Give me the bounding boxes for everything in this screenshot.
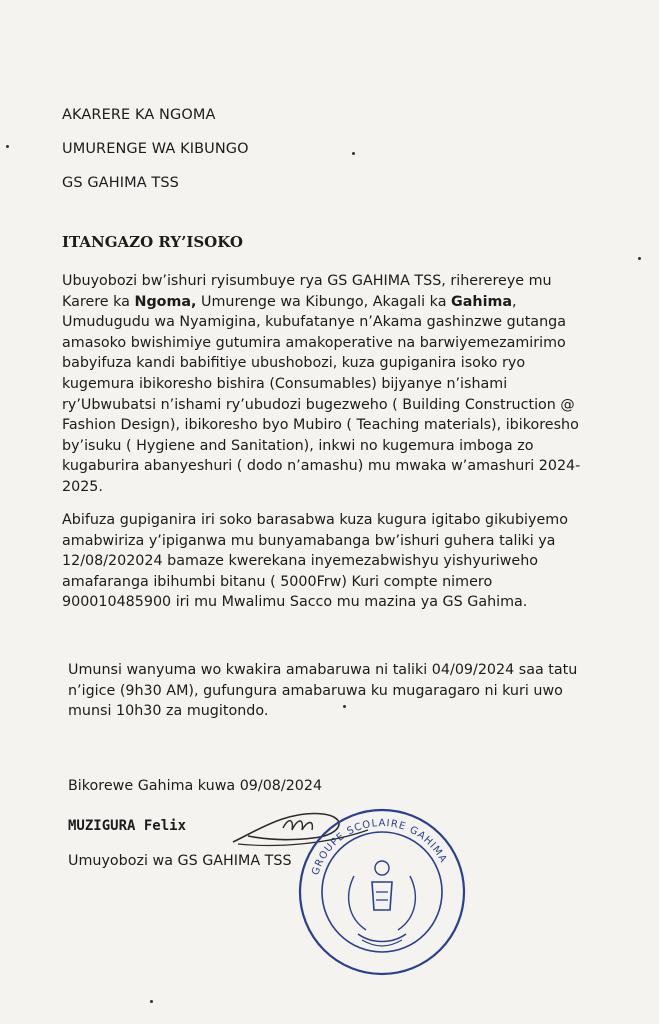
scan-speck — [150, 1000, 153, 1003]
header-school: GS GAHIMA TSS — [62, 175, 179, 191]
paragraph-2-line: 900010485900 iri mu Mwalimu Sacco mu mazina ya GS Gahima. — [62, 594, 528, 611]
paragraph-1-line: by’isuku ( Hygiene and Sanitation), inkwi no kugemura imboga zo — [62, 437, 534, 454]
signatory-role: Umuyobozi wa GS GAHIMA TSS — [68, 853, 292, 869]
paragraph-3 — [68, 660, 636, 722]
paragraph-1-line: kugemura ibikoresho bishira (Consumables) bijyanye n’ishami — [62, 375, 508, 392]
paragraph-1-line: Umudugudu wa Nyamigina, kubufatanye n’Akama gashinzwe gutanga — [62, 314, 566, 331]
paragraph-1 — [62, 271, 630, 498]
header-district: AKARERE KA NGOMA — [62, 107, 216, 123]
paragraph-1-line: Fashion Design), ibikoresho byo Mubiro ( Teaching materials), ibikoresho — [62, 417, 579, 434]
paragraph-2 — [62, 510, 630, 613]
signatory-name: MUZIGURA Felix — [68, 818, 187, 834]
paragraph-2-line: 12/08/202024 bamaze kwerekana inyemezabwishyu yishyuriweho — [62, 553, 538, 570]
place-date: Bikorewe Gahima kuwa 09/08/2024 — [68, 778, 323, 794]
bold-ngoma: Ngoma, — [134, 293, 197, 310]
scan-speck — [352, 152, 355, 155]
scan-speck — [638, 257, 641, 260]
document-title: ITANGAZO RY’ISOKO — [62, 233, 243, 251]
paragraph-1-line: ry’Ubwubatsi n’ishami ry’ubudozi bugezweho ( Building Construction @ — [62, 396, 575, 413]
bold-gahima: Gahima — [451, 293, 513, 310]
official-stamp — [296, 806, 468, 978]
paragraph-1-line: kugaburira abanyeshuri ( dodo n’amashu) mu mwaka w’amashuri 2024- — [62, 458, 581, 475]
paragraph-1-line: Ubuyobozi bw’ishuri ryisumbuye rya GS GAHIMA TSS, riherereye mu — [62, 273, 552, 289]
header-sector: UMURENGE WA KIBUNGO — [62, 141, 249, 157]
paragraph-3-line: n’igice (9h30 AM), gufungura amabaruwa ku mugaragaro ni kuri uwo — [68, 682, 563, 699]
paragraph-1-line: 2025. — [62, 478, 103, 495]
scan-speck — [6, 145, 9, 148]
svg-text:GROUPE SCOLAIRE GAHIMA: GROUPE SCOLAIRE GAHIMA — [310, 817, 449, 877]
paragraph-2-line: amafaranga ibihumbi bitanu ( 5000Frw) Kuri compte nimero — [62, 573, 493, 590]
paragraph-1-line: Karere ka Ngoma, Umurenge wa Kibungo, Akagali ka Gahima, — [62, 293, 517, 310]
paragraph-2-line: Abifuza gupiganira iri soko barasabwa kuza kugura igitabo gikubiyemo — [62, 512, 568, 528]
scan-speck — [343, 705, 346, 708]
paragraph-3-line: Umunsi wanyuma wo kwakira amabaruwa ni taliki 04/09/2024 saa tatu — [68, 662, 578, 678]
paragraph-3-line: munsi 10h30 za mugitondo. — [68, 703, 269, 720]
paragraph-1-line: babyifuza kandi babifitiye ubushobozi, kuza gupiganira isoko ryo — [62, 355, 526, 372]
paragraph-2-line: amabwiriza y’ipiganwa mu bunyamabanga bw’ishuri guhera taliki ya — [62, 532, 556, 549]
paragraph-1-line: amasoko bwishimiye gutumira amakoperative na barwiyemezamirimo — [62, 334, 566, 351]
